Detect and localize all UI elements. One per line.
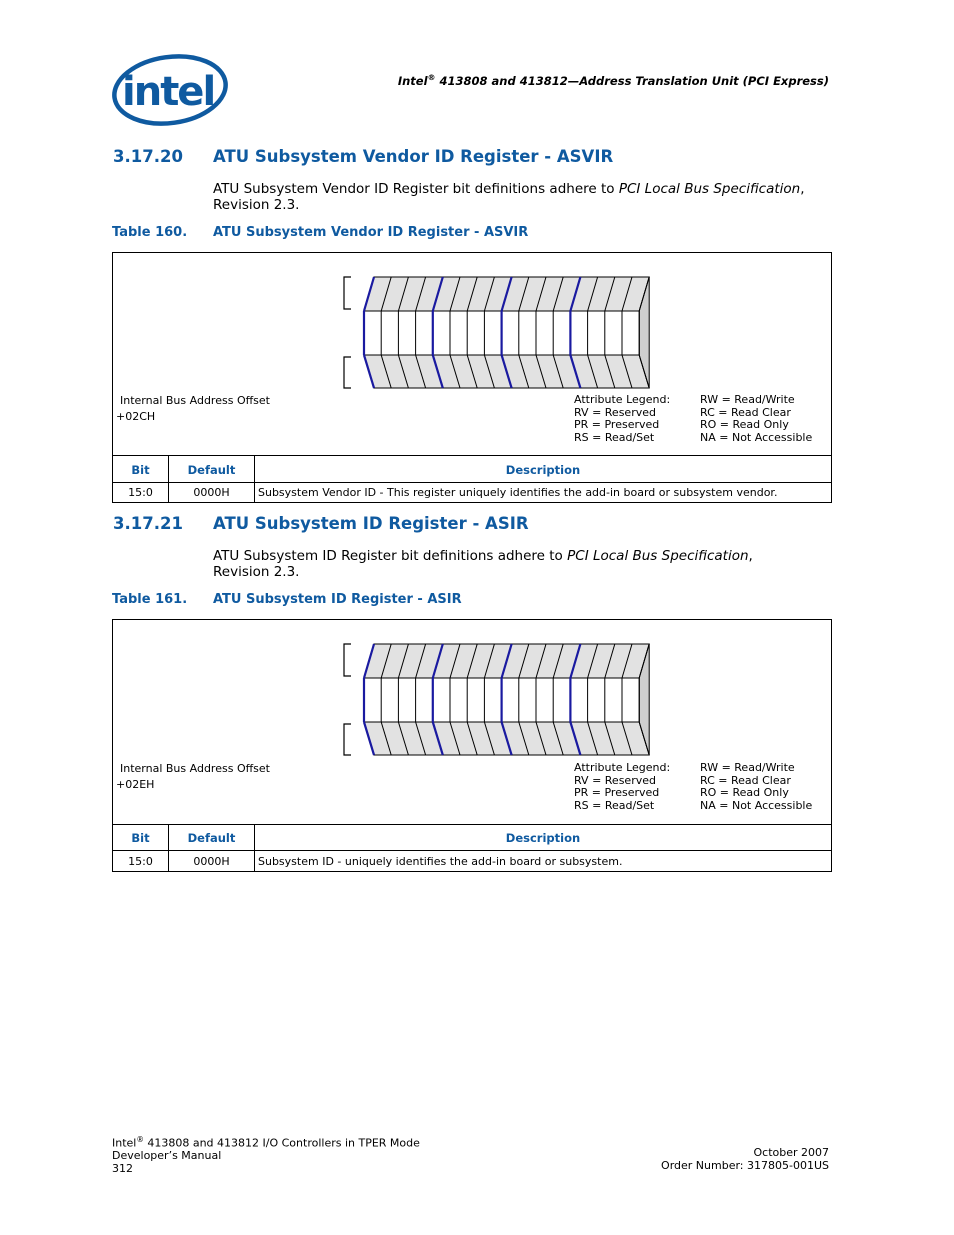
offset-label: Internal Bus Address Offset	[120, 762, 270, 775]
bracket-bottom	[344, 724, 351, 755]
svg-text:intel: intel	[122, 69, 215, 115]
footer-left: Intel® 413808 and 413812 I/O Controllers in TPER Mode Developer’s Manual 312	[112, 1135, 420, 1175]
cell-bit: 15:0	[113, 851, 169, 871]
section-heading-asvir: 3.17.20 ATU Subsystem Vendor ID Register - ASVIR	[113, 147, 614, 166]
table-caption-161: Table 161. ATU Subsystem ID Register - ASIR	[112, 592, 462, 607]
cell-bit: 15:0	[113, 483, 169, 502]
attribute-legend-right: RW = Read/Write RC = Read Clear RO = Read Only NA = Not Accessible	[700, 761, 813, 812]
table-row	[113, 482, 831, 502]
page-number: 312	[112, 1161, 133, 1175]
attribute-legend-right: RW = Read/Write RC = Read Clear RO = Read Only NA = Not Accessible	[700, 393, 813, 444]
attribute-legend-left: Attribute Legend: RV = Reserved PR = Preserved RS = Read/Set	[574, 393, 671, 444]
column-header-bit: Bit	[113, 825, 169, 851]
bit-field-diagram	[113, 620, 831, 760]
table-header-row	[113, 455, 831, 483]
table-row	[113, 850, 831, 871]
column-header-default: Default	[169, 456, 255, 483]
offset-value: +02CH	[116, 410, 156, 423]
register-table-asir	[112, 619, 832, 872]
table-caption-160: Table 160. ATU Subsystem Vendor ID Register - ASVIR	[112, 225, 529, 240]
footer-right: October 2007 Order Number: 317805-001US	[661, 1146, 829, 1172]
cell-default: 0000H	[169, 851, 255, 871]
bracket-top	[344, 277, 351, 309]
cell-description: Subsystem ID - uniquely identifies the add-in board or subsystem.	[258, 854, 623, 868]
register-table-asvir	[112, 252, 832, 503]
bracket-top	[344, 644, 351, 676]
column-header-bit: Bit	[113, 456, 169, 483]
cell-default: 0000H	[169, 483, 255, 502]
column-header-description: Description	[505, 462, 581, 477]
running-header: Intel® 413808 and 413812—Address Translation Unit (PCI Express)	[397, 73, 829, 88]
section-heading-asir: 3.17.21 ATU Subsystem ID Register - ASIR	[113, 514, 529, 533]
section-body-asir: ATU Subsystem ID Register bit definitions adhere to PCI Local Bus Specification, Revision 2.3.	[213, 548, 753, 580]
bit-field-diagram	[113, 253, 831, 393]
attribute-legend-left: Attribute Legend: RV = Reserved PR = Preserved RS = Read/Set	[574, 761, 671, 812]
section-body-asvir: ATU Subsystem Vendor ID Register bit definitions adhere to PCI Local Bus Specification, Revision 2.3.	[213, 181, 805, 213]
column-header-description: Description	[505, 831, 581, 845]
cell-description: Subsystem Vendor ID - This register uniquely identifies the add-in board or subsystem vendor.	[258, 486, 778, 499]
table-header-row	[113, 824, 831, 851]
bracket-bottom	[344, 357, 351, 388]
offset-label: Internal Bus Address Offset	[120, 394, 270, 407]
intel-logo	[108, 50, 228, 128]
offset-value: +02EH	[116, 778, 155, 791]
column-header-default: Default	[169, 825, 255, 851]
